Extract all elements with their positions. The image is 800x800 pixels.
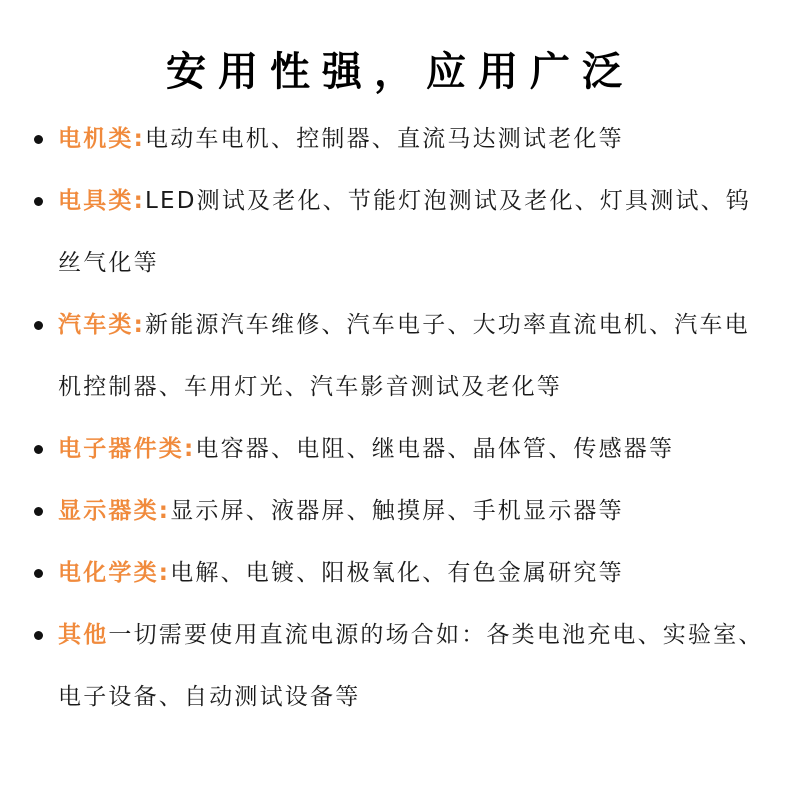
list-item-electrochemistry: [58, 542, 774, 604]
item-text: 一切需要使用直流电源的场合如：各类电池充电、实验室、电子设备、自动测试设备等: [58, 622, 764, 710]
item-text: LED测试及老化、节能灯泡测试及老化、灯具测试、钨丝气化等: [58, 188, 752, 276]
bullet-icon: [34, 569, 43, 578]
bullet-icon: [34, 197, 43, 206]
list-item-electronic-components: [58, 418, 774, 480]
bullet-icon: [34, 321, 43, 330]
item-text: 新能源汽车维修、汽车电子、大功率直流电机、汽车电机控制器、车用灯光、汽车影音测试及老化等: [58, 312, 750, 400]
item-label: 电子器件类:: [58, 436, 196, 462]
list-item-displays: [58, 480, 774, 542]
item-label: 显示器类:: [58, 498, 171, 524]
page-title: 安用性强，应用广泛: [166, 48, 634, 95]
item-label: 电具类:: [58, 188, 145, 214]
list-item-motor: [58, 108, 774, 170]
item-text: 电容器、电阻、继电器、晶体管、传感器等: [195, 436, 675, 462]
list-item-automotive: [58, 294, 774, 418]
application-list: [58, 108, 774, 728]
item-text: 电解、电镀、阳极氧化、有色金属研究等: [170, 560, 624, 586]
item-label: 汽车类:: [58, 312, 145, 338]
item-label: 电机类:: [58, 126, 145, 152]
list-item-lighting: [58, 170, 774, 294]
bullet-icon: [34, 445, 43, 454]
item-text: 电动车电机、控制器、直流马达测试老化等: [145, 126, 624, 152]
list-item-other: [58, 604, 774, 728]
item-label: 电化学类:: [58, 560, 171, 586]
bullet-icon: [34, 135, 43, 144]
item-label: 其他: [58, 622, 109, 648]
bullet-icon: [34, 631, 43, 640]
bullet-icon: [34, 507, 43, 516]
item-text: 显示屏、液器屏、触摸屏、手机显示器等: [170, 498, 624, 524]
